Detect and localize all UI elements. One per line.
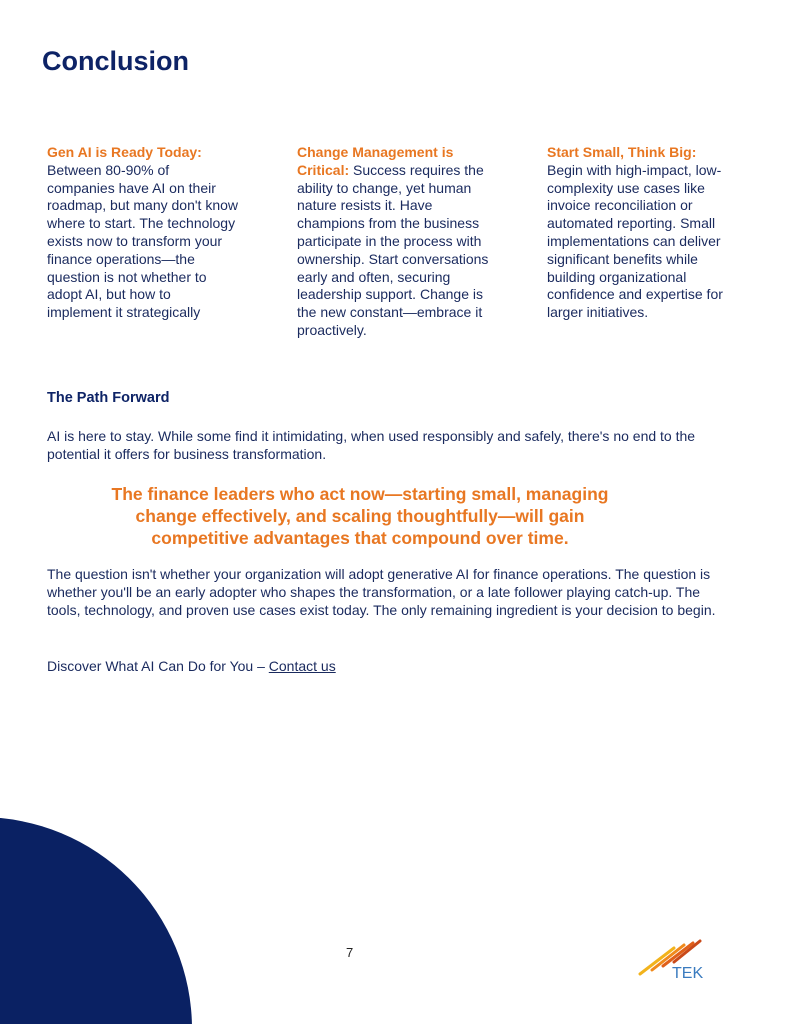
key-point-heading: Start Small, Think Big: (547, 144, 697, 160)
decorative-corner-circle (0, 814, 200, 1024)
contact-us-link[interactable]: Contact us (268, 658, 336, 674)
key-point-ready-today (47, 144, 239, 322)
key-point-start-small (547, 144, 747, 322)
tek-logo-icon (636, 936, 708, 980)
key-point-heading: Gen AI is Ready Today: (47, 144, 202, 160)
page-number: 7 (346, 945, 354, 960)
page-title: Conclusion (42, 46, 189, 76)
key-point-body: Success requires the ability to change, yet human nature resists it. Have champions from the business participate in the process with ownership. Start conversations early and often, securing leadership support. Change is the new constant—embrace it proactively. (297, 161, 489, 338)
cta-text: Discover What AI Can Do for You – (47, 658, 269, 674)
logo-wordmark: TEK (672, 965, 704, 980)
call-to-action (47, 658, 336, 674)
closing-paragraph: The question isn't whether your organization will adopt generative AI for finance operations. The question is whether you'll be an early adopter who shapes the transformation, or a late follower playing catch-up. The tools, technology, and proven use cases exist today. The only remaining ingredient is your decision to begin. (47, 566, 716, 618)
intro-paragraph: AI is here to stay. While some find it intimidating, when used responsibly and safely, there's no end to the potential it offers for business transformation. (47, 428, 696, 462)
section-heading: The Path Forward (47, 390, 170, 406)
key-point-body: Between 80-90% of companies have AI on their roadmap, but many don't know where to start. The technology exists now to transform your finance operations—the question is not whether to adopt AI, but how to implement it strategically (47, 161, 239, 321)
key-point-heading: Change Management is Critical: (297, 144, 454, 178)
key-point-body: Begin with high-impact, low-complexity use cases like invoice reconciliation or automated reporting. Small implementations can deliver significant benefits while building organizational confidence and expertise for larger initiatives. (547, 161, 723, 321)
key-point-change-management (297, 144, 491, 340)
pull-quote: The finance leaders who act now—starting small, managing change effectively, and scaling thoughtfully—will gain competitive advantages that compound over time. (111, 484, 609, 548)
